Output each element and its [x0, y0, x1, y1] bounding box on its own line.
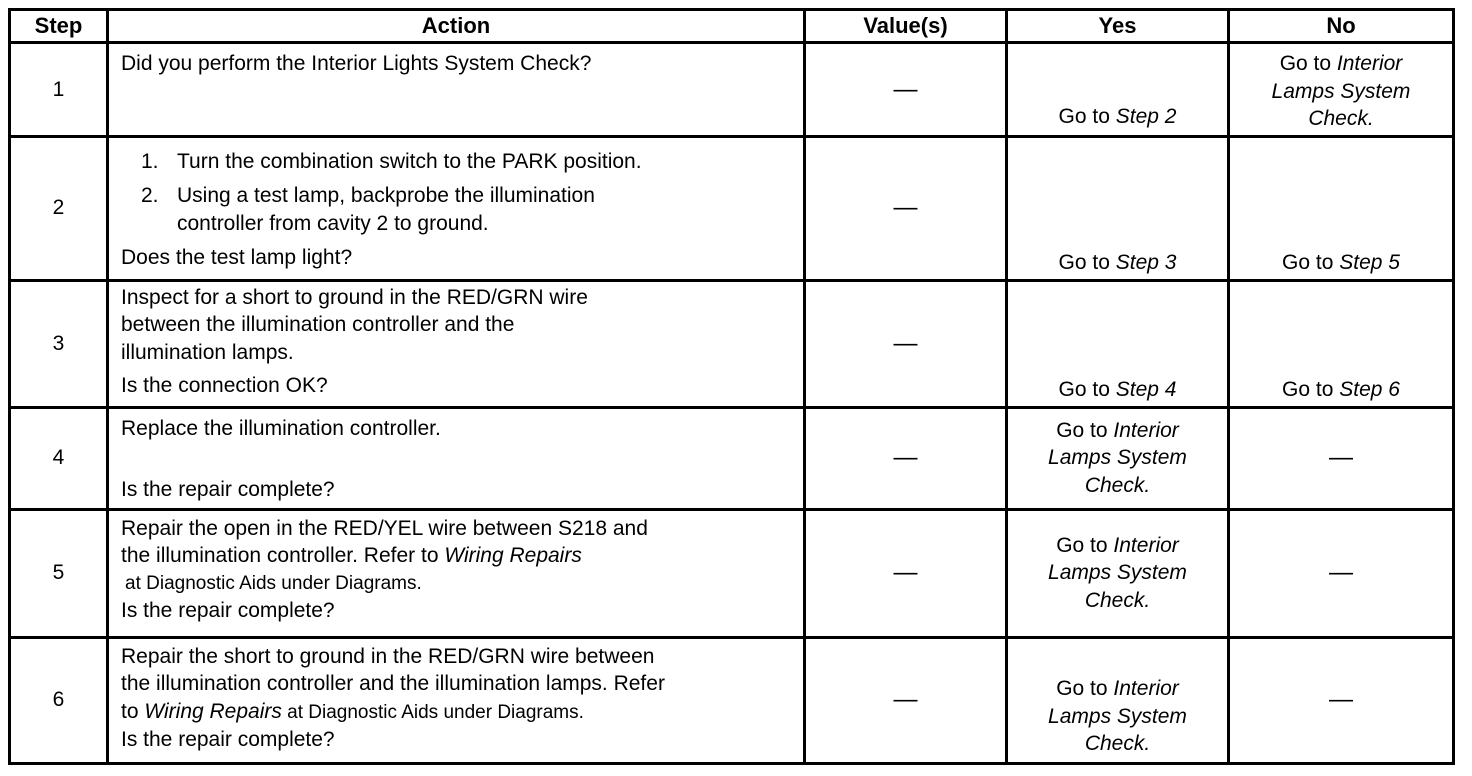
substep-item [141, 148, 795, 176]
yes-target-link[interactable]: Step 4 [1115, 378, 1177, 401]
value-cell [805, 280, 1007, 407]
yes-target-line2: Lamps System [1048, 446, 1187, 470]
action-cell [108, 637, 805, 763]
header-action: Action [108, 10, 805, 43]
step-number: 1 [10, 43, 108, 137]
step-number: 3 [10, 280, 108, 407]
wiring-repairs-link[interactable]: Wiring Repairs [144, 699, 282, 723]
action-cell [108, 43, 805, 137]
table-row [10, 280, 1454, 407]
substep-list [121, 148, 795, 238]
action-text: Replace the illumination controller. [121, 416, 441, 440]
no-cell [1229, 136, 1454, 280]
action-question: Is the connection OK? [121, 374, 328, 397]
step-number: 4 [10, 407, 108, 509]
yes-cell [1007, 136, 1229, 280]
header-no: No [1229, 10, 1454, 43]
action-cell [108, 509, 805, 637]
wiring-repairs-link[interactable]: Wiring Repairs [444, 544, 582, 567]
no-target-line1: Interior [1336, 52, 1403, 75]
go-to-label: Go to [1058, 251, 1110, 274]
table-row [10, 509, 1454, 637]
yes-target-line3: Check. [1084, 588, 1151, 612]
value-cell [805, 509, 1007, 637]
yes-target-link[interactable]: Step 2 [1115, 105, 1177, 128]
no-cell [1229, 43, 1454, 137]
yes-target-line3: Check. [1084, 732, 1151, 755]
action-cell [108, 407, 805, 509]
value-dash: — [893, 75, 918, 103]
no-cell [1229, 280, 1454, 407]
yes-target-line2: Lamps System [1048, 561, 1187, 585]
action-text-part: the illumination controller. Refer to [121, 544, 445, 567]
go-to-label: Go to [1058, 105, 1110, 128]
no-dash: — [1329, 685, 1353, 713]
value-cell [805, 637, 1007, 763]
action-question: Does the test lamp light? [121, 246, 353, 269]
diagnostic-table-wrapper [8, 8, 1455, 765]
go-to-label: Go to [1058, 378, 1110, 401]
no-target-line2: Lamps System [1271, 79, 1411, 103]
no-dash: — [1329, 443, 1353, 471]
step-number: 5 [10, 509, 108, 637]
action-text: between the illumination controller and the [121, 313, 515, 336]
action-text: the illumination controller and the illumination lamps. Refer [121, 672, 665, 695]
action-question: Is the repair complete? [121, 478, 335, 501]
no-cell [1229, 509, 1454, 637]
substep-number: 2. [141, 184, 159, 207]
no-target-link[interactable] [1236, 50, 1446, 133]
yes-target-line1: Interior [1113, 677, 1179, 700]
substep-text: controller from cavity 2 to ground. [177, 211, 489, 235]
table-row [10, 637, 1454, 763]
go-to-label: Go to [1056, 533, 1108, 557]
no-cell [1229, 637, 1454, 763]
value-cell [805, 136, 1007, 280]
no-cell [1229, 407, 1454, 509]
table-row [10, 43, 1454, 137]
no-target-line3: Check. [1308, 107, 1374, 130]
action-text: Inspect for a short to ground in the RED/GRN wire [121, 285, 588, 309]
substep-text: Turn the combination switch to the PARK position. [177, 149, 642, 173]
substep-item [141, 182, 795, 237]
go-to-label: Go to [1056, 677, 1108, 700]
action-text: Did you perform the Interior Lights System Check? [121, 52, 592, 75]
yes-target-link[interactable]: Step 3 [1115, 251, 1177, 274]
action-question: Is the repair complete? [121, 599, 335, 622]
value-dash: — [893, 559, 918, 587]
step-number: 2 [10, 136, 108, 280]
value-dash: — [893, 329, 918, 357]
yes-target-line1: Interior [1113, 533, 1179, 557]
action-text [121, 698, 795, 727]
header-values: Value(s) [805, 10, 1007, 43]
yes-cell [1007, 509, 1229, 637]
action-text: illumination lamps. [121, 340, 294, 364]
value-dash: — [893, 686, 918, 714]
substep-text: Using a test lamp, backprobe the illumination [177, 184, 595, 207]
yes-cell [1007, 43, 1229, 137]
table-row [10, 407, 1454, 509]
substep-number: 1. [141, 149, 159, 173]
go-to-label: Go to [1056, 418, 1108, 442]
value-dash: — [893, 194, 918, 222]
diagnostic-table [8, 8, 1455, 765]
yes-target-link[interactable] [1014, 417, 1221, 500]
go-to-label: Go to [1282, 378, 1334, 401]
yes-target-line2: Lamps System [1048, 704, 1187, 728]
no-target-link[interactable]: Step 5 [1339, 251, 1400, 274]
action-text: at Diagnostic Aids under Diagrams. [125, 572, 422, 594]
yes-target-line3: Check. [1084, 473, 1151, 497]
action-text: Repair the short to ground in the RED/GRN wire between [121, 644, 655, 668]
action-text: Repair the open in the RED/YEL wire between S218 and [121, 516, 648, 540]
yes-target-link[interactable] [1014, 532, 1221, 615]
header-yes: Yes [1007, 10, 1229, 43]
action-text-part: to [121, 699, 145, 723]
value-cell [805, 43, 1007, 137]
action-text [121, 542, 795, 570]
go-to-label: Go to [1279, 52, 1332, 75]
yes-cell [1007, 407, 1229, 509]
yes-target-line1: Interior [1113, 418, 1179, 442]
value-dash: — [893, 444, 918, 472]
header-row [10, 10, 1454, 43]
action-question: Is the repair complete? [121, 728, 335, 751]
step-number: 6 [10, 637, 108, 763]
action-cell [108, 136, 805, 280]
table-row [10, 136, 1454, 280]
no-dash: — [1329, 558, 1353, 586]
go-to-label: Go to [1282, 251, 1334, 274]
action-text-part: at Diagnostic Aids under Diagrams. [281, 701, 584, 723]
action-cell [108, 280, 805, 407]
yes-cell [1007, 280, 1229, 407]
no-target-link[interactable]: Step 6 [1339, 378, 1400, 401]
yes-cell [1007, 637, 1229, 763]
value-cell [805, 407, 1007, 509]
yes-target-link[interactable] [1014, 675, 1221, 758]
header-step: Step [10, 10, 108, 43]
